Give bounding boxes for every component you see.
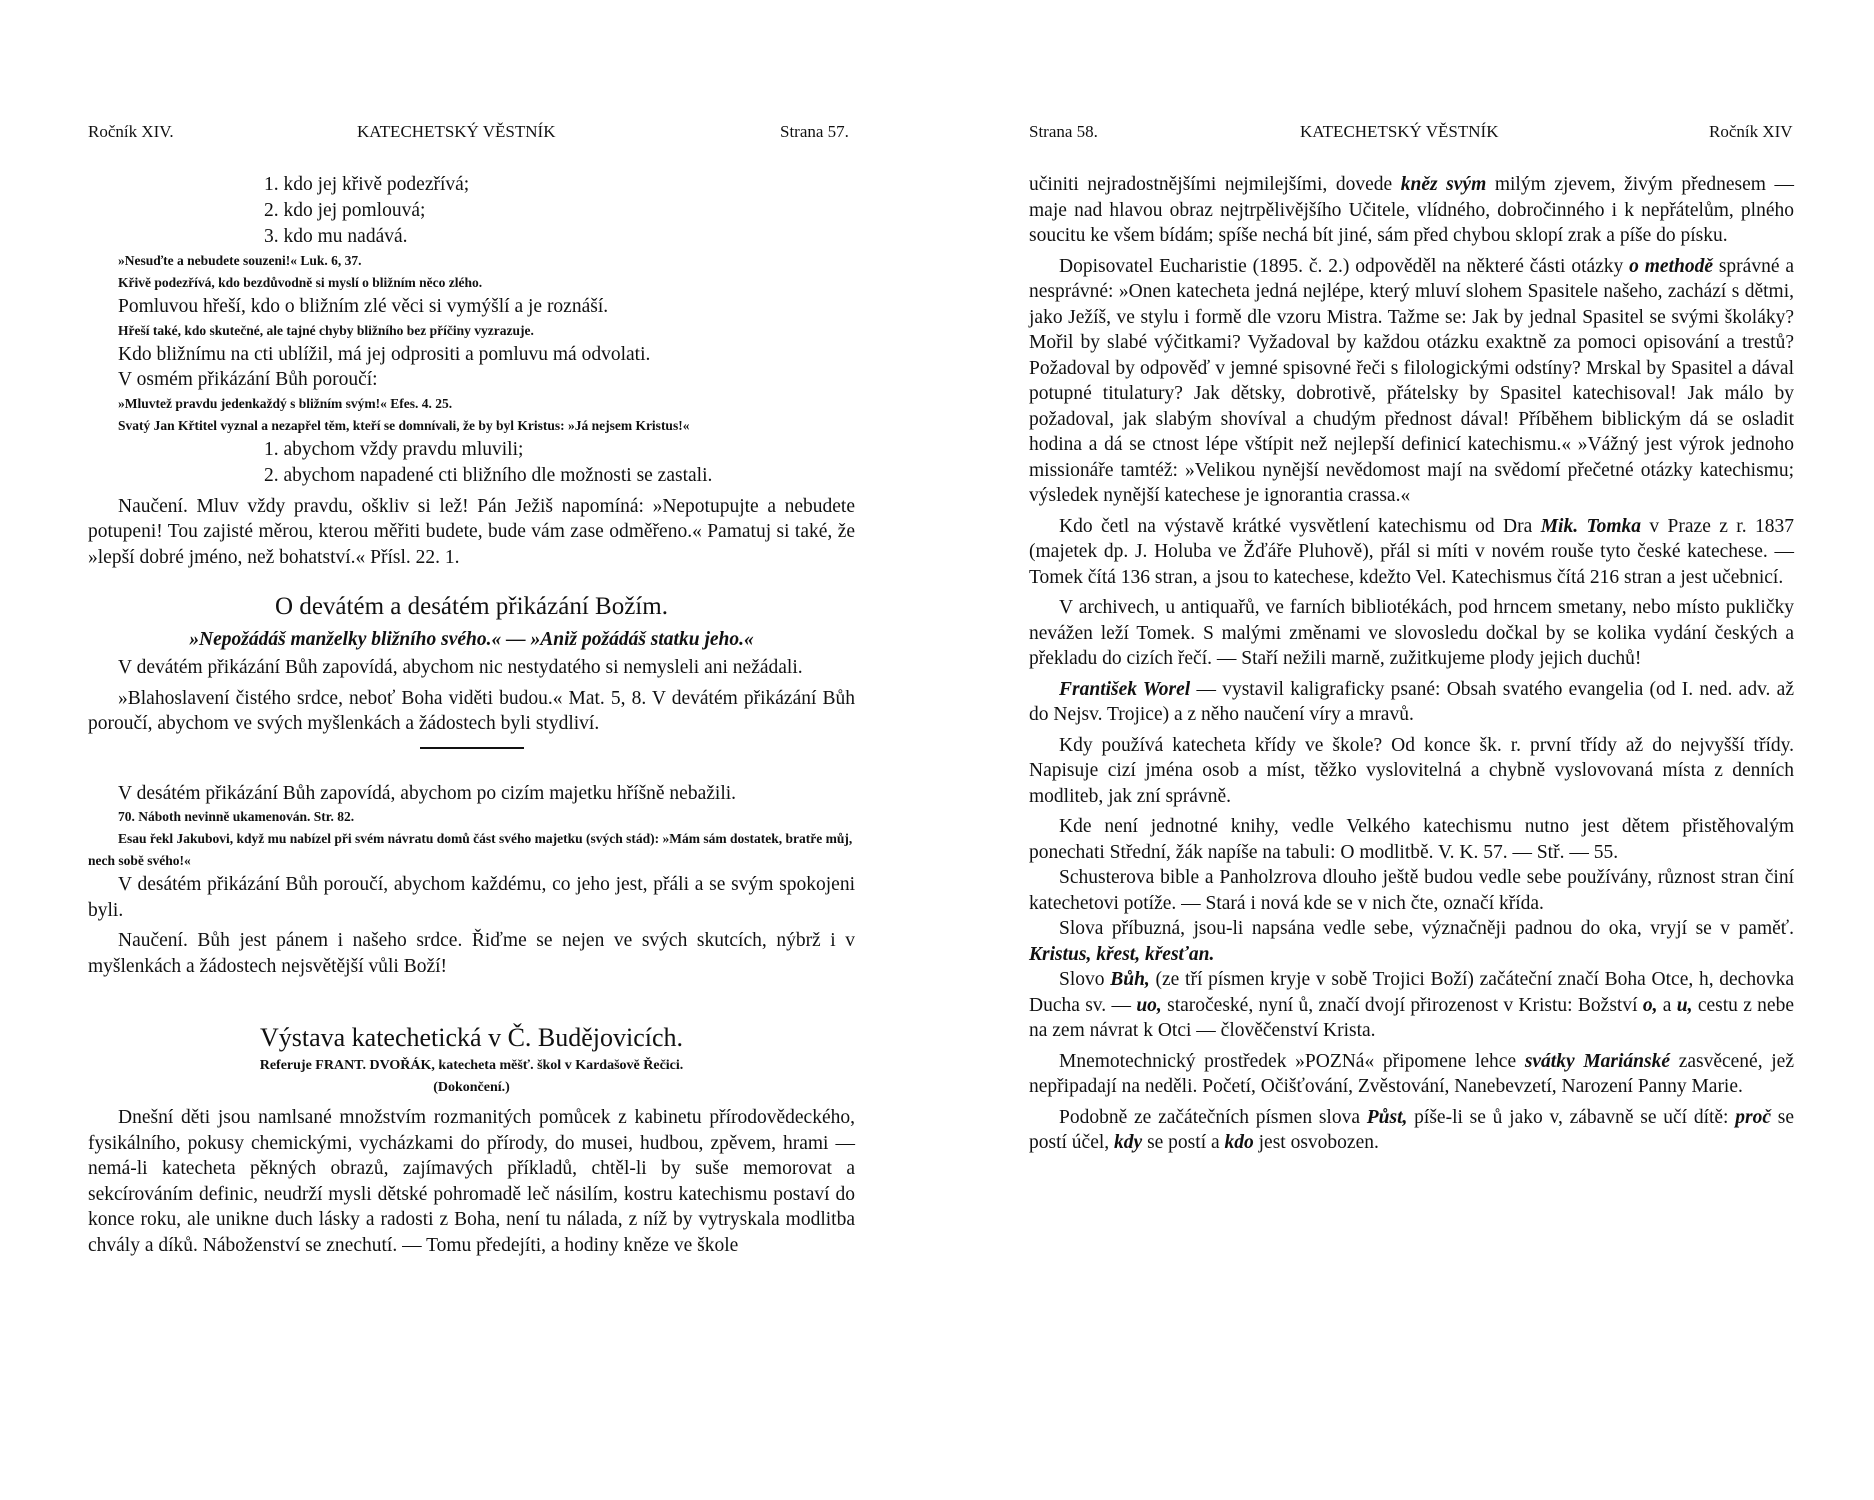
paragraph: V archivech, u antiquařů, ve farních bibliotékách, pod hrncem smetany, nebo místo pukličky nevážen leží Tomek. S malými změnami ve slovosledu dočkal by se kolika vydání českých a překladu do cizích řečí. — Staří nežili marně, zužitkujeme plody jejich duchů! xyxy=(1029,597,1794,669)
continued-label: (Dokončení.) xyxy=(433,1080,510,1095)
list-item: 1. abychom vždy pravdu mluvili; xyxy=(264,438,524,460)
paragraph: V desátém přikázání Bůh zapovídá, abychom po cizím majetku hříšně nebažili. xyxy=(118,782,737,804)
small-note: Hřeší také, kdo skutečné, ale tajné chyby bližního bez příčiny vyzrazuje. xyxy=(118,322,534,338)
scripture-note: »Mluvtež pravdu jedenkaždý s bližním svým!« Efes. 4. 25. xyxy=(118,395,453,411)
list-item: 3. kdo mu nadává. xyxy=(264,226,408,247)
list-item: 2. kdo jej pomlouvá; xyxy=(264,200,426,221)
journal-title: KATECHETSKÝ VĚSTNÍK xyxy=(1300,122,1499,141)
paragraph: Slovo Bůh, (ze tří písmen kryje v sobě Trojici Boží) začáteční značí Boha Otce, h, dechovka Ducha sv. — uo, staročeské, nyní ů, značí dvojí přirozenost v Kristu: Božství o, a u, cestu z nebe na zem návrat k Otci — člověčenství Krista. xyxy=(1029,969,1794,1041)
paragraph: Kde není jednotné knihy, vedle Velkého katechismu nutno jest dětem přistěhovalým ponechati Střední, žák napíše na tabuli: O modlitbě. V. K. 57. — Stř. — 55. xyxy=(1029,816,1794,863)
paragraph: Naučení. Mluv vždy pravdu, oškliv si lež! Pán Ježiš napomíná: »Nepotupujte a nebudete potupeni! Tou zajisté měrou, kterou měřiti budete, bude vám zase odměřeno.« Pamatuj si také, že »lepší dobré jméno, než bohatství.« Přísl. 22. 1. xyxy=(88,495,855,568)
article-heading: Výstava katechetická v Č. Budějovicích. xyxy=(259,1023,684,1052)
paragraph: Pomluvou hřeší, kdo o bližním zlé věci si vymýšlí a je roznáší. xyxy=(118,296,609,317)
paragraph: Schusterova bible a Panholzrova dlouho ještě budou vedle sebe používány, různost stran činí katechetovi potíže. — Stará i nová kde se v nich čte, označí křída. xyxy=(1029,867,1794,914)
paragraph: Podobně ze začátečních písmen slova Půst, píše-li se ů jako v, zábavně se učí dítě: proč se postí účel, kdy se postí a kdo jest osvobozen. xyxy=(1029,1106,1795,1153)
spacer xyxy=(88,979,855,1021)
page-number: Strana 57. xyxy=(780,122,849,141)
paragraph: František Worel — vystavil kaligraficky psané: Obsah svatého evangelia (od I. ned. adv. až do Nejsv. Trojice) a z něho naučení víry a mravů. xyxy=(1029,678,1794,725)
scripture-note: »Nesuďte a nebudete souzeni!« Luk. 6, 37. xyxy=(118,253,362,268)
byline: Referuje FRANT. DVOŘÁK, katecheta měšť. škol v Kardašově Řečici. xyxy=(259,1058,684,1073)
section-subtitle: »Nepožádáš manželky bližního svého.« — »Aniž požádáš statku jeho.« xyxy=(189,629,754,650)
paragraph: Kdy používá katecheta křídy ve škole? Od konce šk. r. první třídy až do nejvyšší třídy. Napisuje cizí jména osob a míst, těžko vyslovitelná a chybně vyslovovaná místa z denních modliteb, jak zní správně. xyxy=(1029,734,1794,807)
small-note: Křivě podezřívá, kdo bezdůvodně si myslí o bližním něco zlého. xyxy=(118,275,483,290)
paragraph: Naučení. Bůh jest pánem i našeho srdce. Řiďme se nejen ve svých skutcích, nýbrž i v myšlenkách a žádostech nejsvětější vůli Boží! xyxy=(88,930,855,977)
small-note: Svatý Jan Křtitel vyznal a nezapřel těm, kteří se domnívali, že by byl Kristus: »Já nejsem Kristus!« xyxy=(118,417,690,433)
right-column xyxy=(1029,172,1794,1156)
journal-title: KATECHETSKÝ VĚSTNÍK xyxy=(357,122,556,141)
volume-label: Ročník XIV xyxy=(1709,122,1793,141)
list-item: 2. abychom napadené cti bližního dle možnosti se zastali. xyxy=(264,464,713,486)
paragraph: učiniti nejradostnějšími nejmilejšími, dovede kněz svým milým zjevem, živým přednesem — maje nad hlavou obraz nejtrpělivějšího Učitele, vlídného, dobročinného i k nepřátelům, plného soucitu ke všem bídám; spíše nechá bít jiné, sám před chybou sklopí zrak a píše do písku. xyxy=(1029,174,1794,246)
paragraph: »Blahoslavení čistého srdce, neboť Boha viděti budou.« Mat. 5, 8. V devátém přikázání Bůh poroučí, abychom ve svých myšlenkách a žádostech byli stydliví. xyxy=(88,687,855,734)
paragraph: V osmém přikázání Bůh poroučí: xyxy=(118,369,378,390)
small-note: 70. Náboth nevinně ukamenován. Str. 82. xyxy=(118,809,355,824)
paragraph: V devátém přikázání Bůh zapovídá, abychom nic nestydatého si nemysleli ani nežádali. xyxy=(118,657,803,678)
left-column xyxy=(88,172,855,1258)
small-note: Esau řekl Jakubovi, když mu nabízel při svém návratu domů část svého majetku (svých stád): »Mám sám dostatek, bratře můj, nech sobě svého!« xyxy=(88,831,853,868)
list-item: 1. kdo jej křivě podezřívá; xyxy=(264,174,470,195)
paragraph: Dopisovatel Eucharistie (1895. č. 2.) odpověděl na některé části otázky o methodě správné a nesprávné: »Onen katecheta jedná nejlépe, který mluví slohem Spasitele našeho, zachází s dětmi, jako Ježíš, ve stylu i formě dle vzoru Mistra. Tažme se: Jak by jednal Spasitel se svými školáky? Mořil by slabé výčitkami? Vyžadoval by každou otázku exaktně za pomoci opisování a trestů? Požadoval by odpověď v jemné spisovné řeči s filologickými odstíny? Mrskal by Spasitel a dával potupné titulatury? Jak dětsky, dobrotivě, přátelsky by Spasitel katechisoval! Jak málo by požadoval, jak slabým shovíval a chudým přednost dával! Příběhem biblickým dá se osladit hodina a dá se ctnost lépe vštípit než nejlepší definicí katechismu.« »Vážný jest výrok jednoho missionáře tamtéž: »Velikou nynější nevědomost mají na svědomí přečetné otázky katechismu; výsledek nynější katechese je ignorantia crassa.« xyxy=(1029,255,1794,506)
divider xyxy=(420,747,524,749)
paragraph: Dnešní děti jsou namlsané množstvím rozmanitých pomůcek z kabinetu přírodovědeckého, fysikálního, pokusy chemickými, vycházkami do přírody, do musei, hudbou, zpěvem, hrami — nemá-li katecheta pěkných obrazů, zajímavých příkladů, chtěl-li by suše memorovat a sekcírováním definic, neudrží mysli dětské pohromadě leč násilím, kostru katechismu postaví do konce roku, ale unikne duch lásky a radosti z Boha, není tu nálada, z níž by vytryskala modlitba chvály a díků. Náboženství se znechutí. — Tomu předejíti, a hodiny kněze ve škole xyxy=(88,1107,855,1256)
paragraph: V desátém přikázání Bůh poroučí, abychom každému, co jeho jest, přáli a se svým spokojeni byli. xyxy=(88,874,855,921)
paragraph: Kdo bližnímu na cti ublížil, má jej odprositi a pomluvu má odvolati. xyxy=(118,343,651,365)
section-heading: O devátém a desátém přikázání Božím. xyxy=(275,593,668,620)
page-number: Strana 58. xyxy=(1029,122,1098,141)
paragraph: Kdo četl na výstavě krátké vysvětlení katechismu od Dra Mik. Tomka v Praze z r. 1837 (majetek dp. J. Holuba ve Žďáře Pluhově), přál si míti v novém rouše tyto české katechese. — Tomek čítá 136 stran, a jsou to katechese, kdežto Vel. Katechismus čítá 216 stran a jest učebnicí. xyxy=(1029,515,1794,588)
volume-label: Ročník XIV. xyxy=(88,122,174,141)
paragraph: Mnemotechnický prostředek »POZNá« připomene lehce svátky Mariánské zasvěcené, jež nepřipadají na neděli. Početí, Očišťování, Zvěstování, Nanebevzetí, Narození Panny Marie. xyxy=(1029,1050,1794,1097)
right-page xyxy=(937,0,1874,1500)
paragraph: Slova příbuzná, jsou-li napsána vedle sebe, význačněji padnou do oka, vryjí se v paměť. Kristus, křest, křesťan. xyxy=(1029,918,1794,965)
